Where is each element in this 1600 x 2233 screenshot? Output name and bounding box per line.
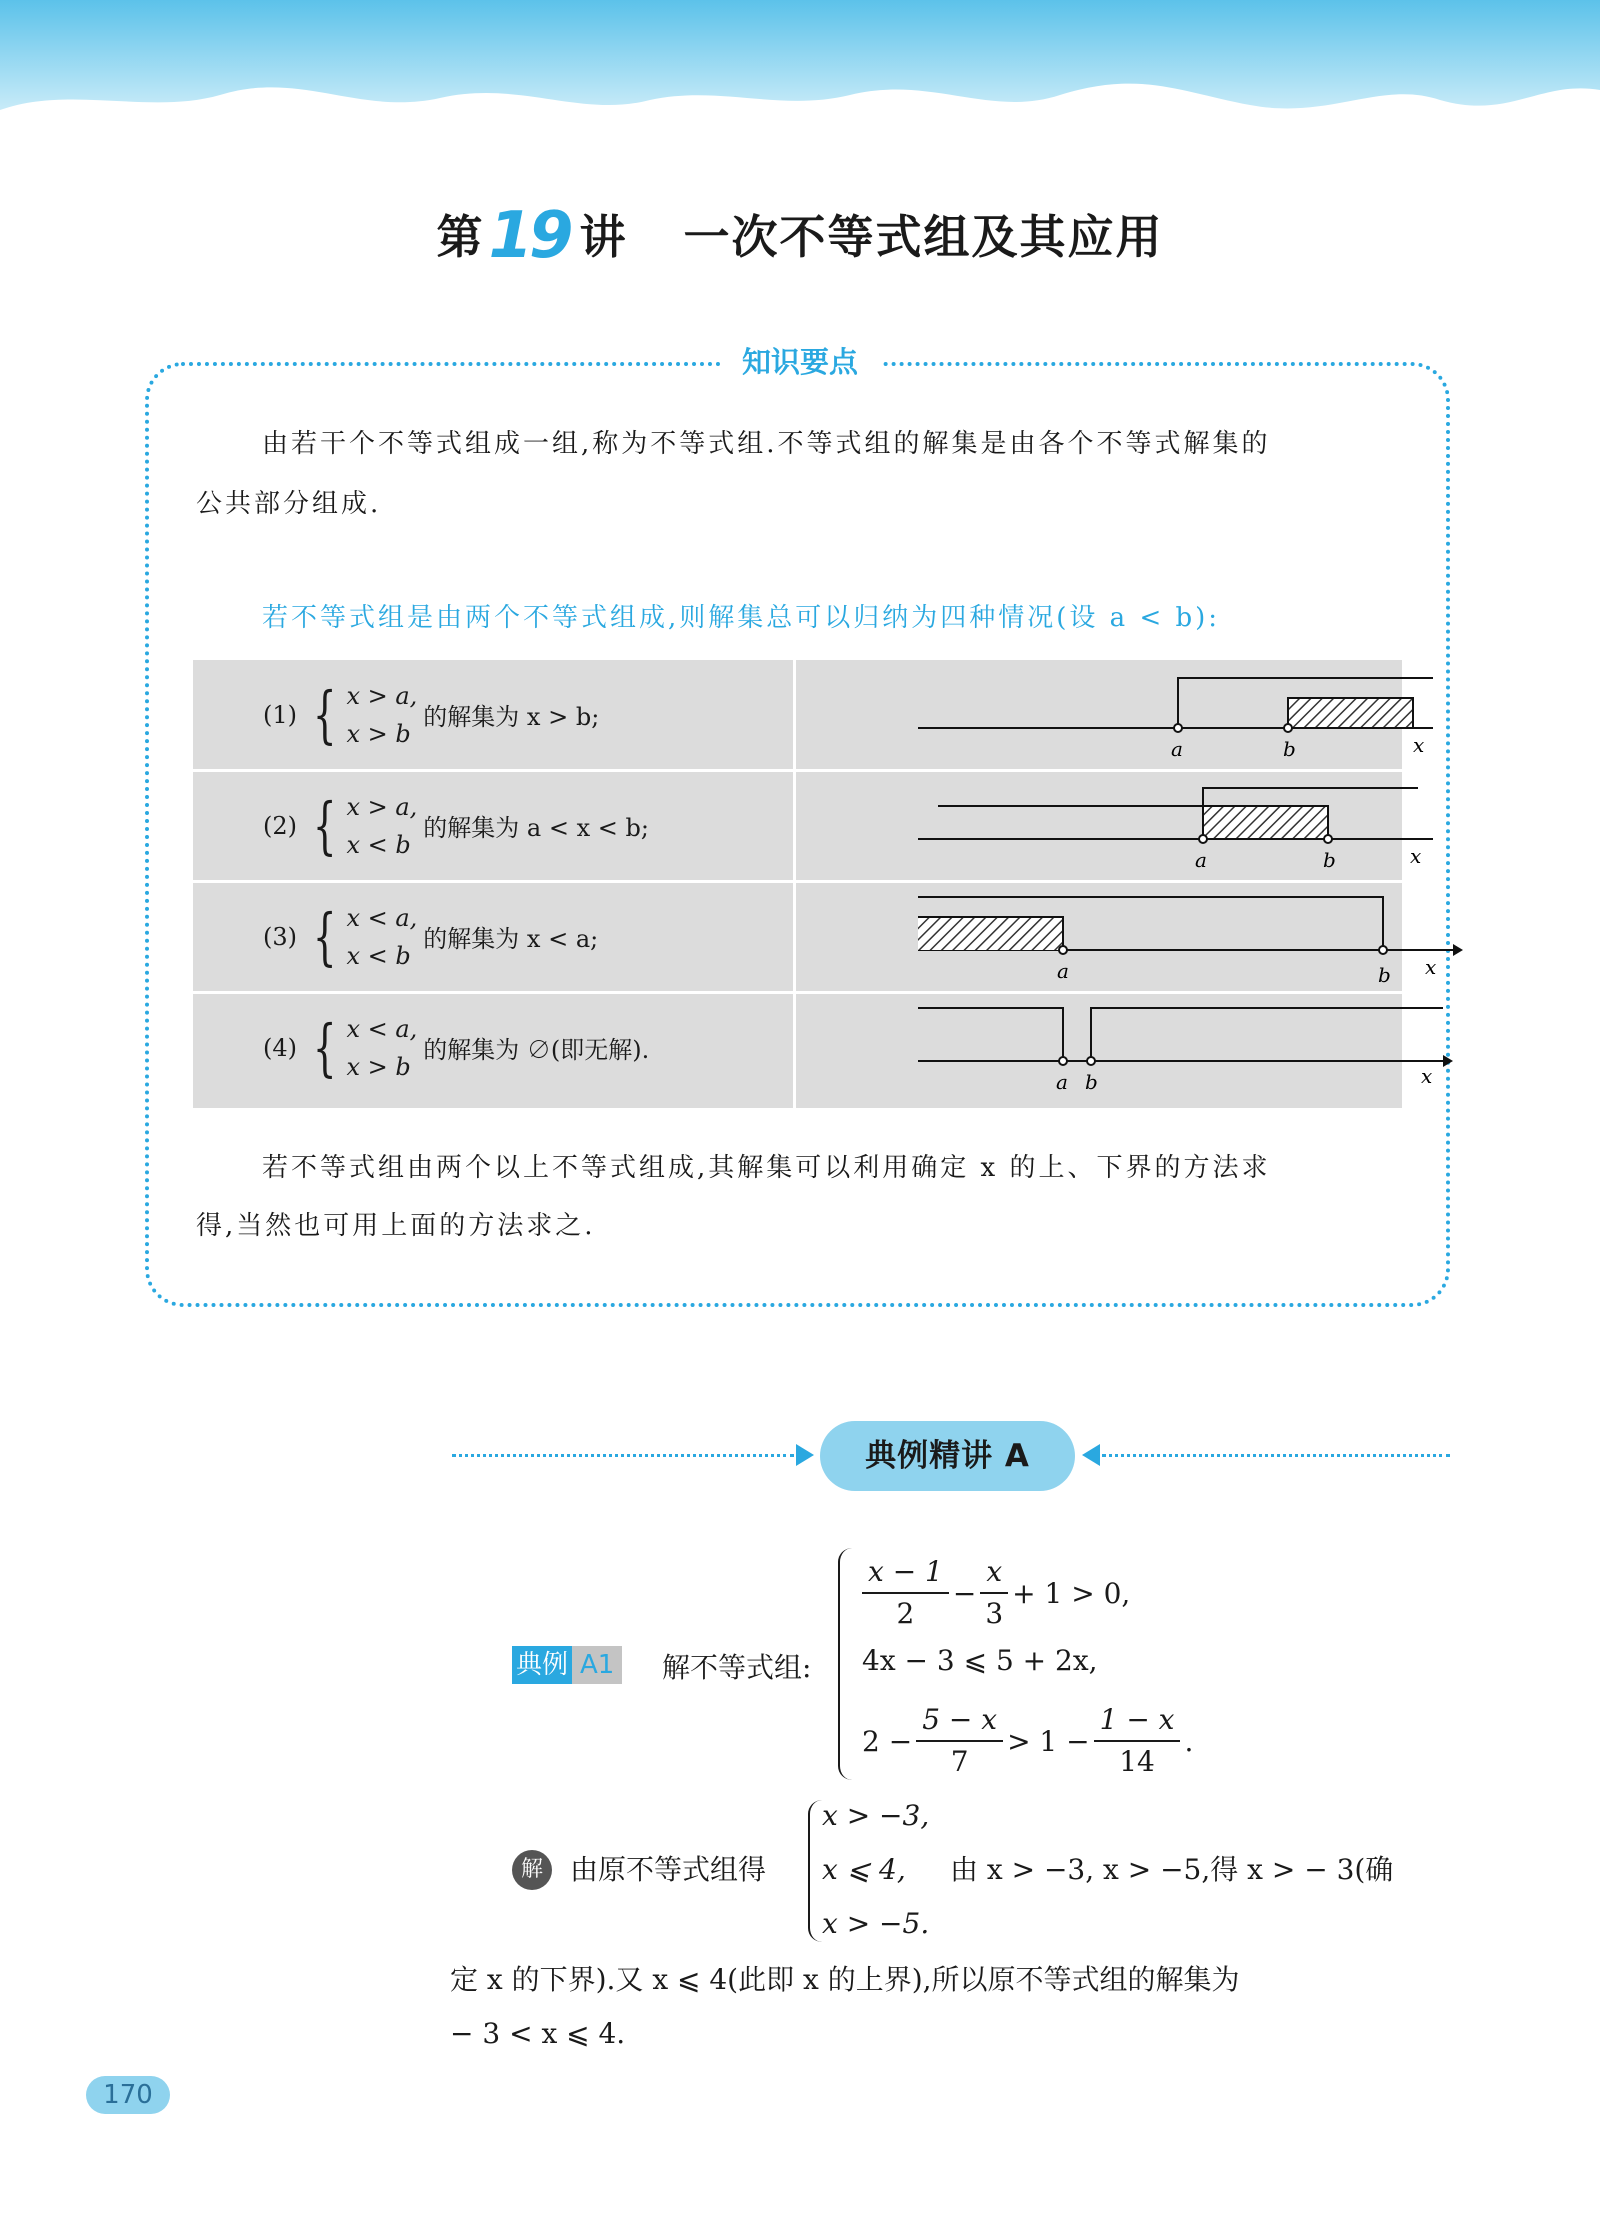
axis-label-x: x [1410,844,1422,868]
example-prompt: 解不等式组: [662,1651,812,1684]
solution-s2: x ⩽ 4, [822,1853,906,1886]
title-suffix: 讲 [579,210,628,264]
axis-label-x: x [1413,733,1425,757]
eq1-denominator-1: 2 [896,1597,915,1630]
knowledge-para2-line2: 得,当然也可用上面的方法求之. [196,1211,596,1241]
number-line-diagram-2 [873,771,1422,880]
axis-label-b: b [1378,963,1391,987]
solution-after: 由 x > −3, x > −5,得 x > − 3(确 [950,1853,1394,1886]
eq3-mid: > 1 − [1007,1724,1090,1758]
solution-brace [808,1800,822,1942]
section-arrow-right-icon [796,1444,814,1466]
title-prefix: 第 [436,210,485,264]
equation-3 [862,1700,1193,1782]
lesson-title [0,195,1600,273]
axis-label-a: a [1171,737,1183,761]
axis-label-a: a [1195,848,1207,872]
case-number: (4) [263,1033,297,1062]
case-number: (2) [263,811,297,840]
case-row-3 [193,882,1437,991]
case-top: x < a, [346,1014,418,1043]
brace: { [312,788,337,862]
eq1-numerator-2: x [980,1552,1008,1594]
example-badge-id: A1 [572,1646,622,1684]
eq3-denominator-1: 7 [950,1745,969,1778]
knowledge-para1-line1: 由若干个不等式组成一组,称为不等式组.不等式组的解集是由各个不等式解集的 [262,429,1271,459]
case-top: x > a, [346,681,418,710]
knowledge-tag: 知识要点 [720,342,880,382]
eq3-denominator-2: 14 [1119,1745,1155,1778]
case-result: 的解集为 x < a; [423,925,599,953]
cases-table [193,660,1437,1108]
knowledge-para1-line2: 公共部分组成. [196,489,382,519]
system-brace [838,1548,852,1780]
title-topic: 一次不等式组及其应用 [683,210,1164,264]
solution-icon: 解 [512,1850,552,1890]
eq3-tail: . [1184,1724,1194,1758]
axis-label-a: a [1056,1070,1068,1094]
number-line-diagram-4 [873,993,1433,1102]
example-section-tag: 典例精讲 A [820,1421,1075,1491]
eq3-numerator-2: 1 − x [1094,1700,1181,1742]
case-row-1 [193,660,1425,769]
eq1-denominator-2: 3 [985,1597,1004,1630]
example-badge [512,1646,622,1684]
header-decoration [0,0,1600,150]
axis-label-x: x [1421,1064,1433,1088]
page-number: 170 [86,2076,170,2114]
case-bottom: x < b [346,830,411,859]
case-bottom: x < b [346,941,411,970]
section-arrow-left-icon [1082,1444,1100,1466]
case-row-4 [193,993,1433,1102]
case-bottom: x > b [346,1052,411,1081]
eq3-numerator-1: 5 − x [916,1700,1003,1742]
brace: { [312,677,337,751]
axis-label-a: a [1057,959,1069,983]
example-badge-label: 典例 [512,1646,572,1684]
section-divider-left [452,1454,794,1457]
case-top: x < a, [346,903,418,932]
section-divider-right [1102,1454,1450,1457]
eq3-head: 2 − [862,1724,913,1758]
number-line-diagram-3 [873,882,1437,991]
equation-2: 4x − 3 ⩽ 5 + 2x, [862,1644,1098,1677]
case-top: x > a, [346,792,418,821]
axis-label-x: x [1425,955,1437,979]
eq1-minus: − [952,1576,977,1610]
solution-s1: x > −3, [822,1799,930,1832]
axis-label-b: b [1283,737,1296,761]
eq1-tail: + 1 > 0, [1012,1576,1131,1610]
solution-lead: 由原不等式组得 [570,1853,767,1886]
case-row-2 [193,771,1422,880]
case-result: 的解集为 x > b; [423,703,600,731]
knowledge-highlight: 若不等式组是由两个不等式组成,则解集总可以归纳为四种情况(设 a < b): [262,603,1221,633]
case-result: 的解集为 ∅(即无解). [423,1036,650,1064]
case-result: 的解集为 a < x < b; [423,814,649,842]
solution-line3: − 3 < x ⩽ 4. [450,2017,626,2050]
case-number: (3) [263,922,297,951]
eq1-numerator-1: x − 1 [862,1552,949,1594]
case-bottom: x > b [346,719,411,748]
brace: { [312,899,337,973]
lesson-number: 19 [488,199,570,273]
brace: { [312,1010,337,1084]
axis-label-b: b [1323,848,1336,872]
equation-1 [858,1552,1130,1634]
case-number: (1) [263,700,297,729]
axis-label-b: b [1085,1070,1098,1094]
solution-s3: x > −5. [822,1907,930,1940]
number-line-diagram-1 [873,660,1425,769]
knowledge-para2-line1: 若不等式组由两个以上不等式组成,其解集可以利用确定 x 的上、下界的方法求 [262,1153,1271,1183]
solution-line2: 定 x 的下界).又 x ⩽ 4(此即 x 的上界),所以原不等式组的解集为 [450,1963,1240,1996]
